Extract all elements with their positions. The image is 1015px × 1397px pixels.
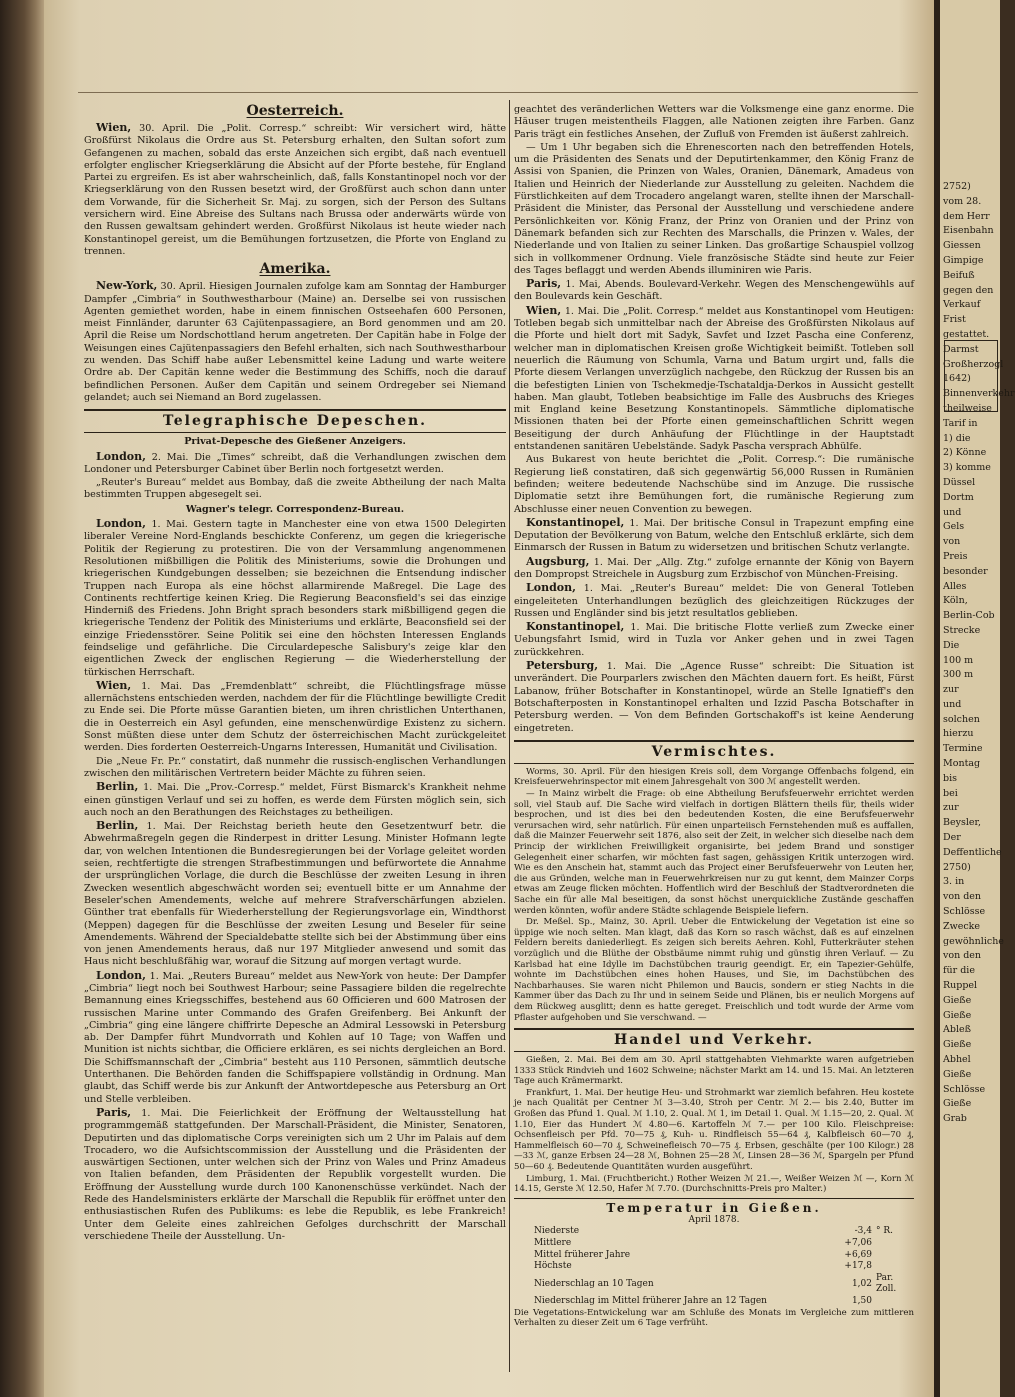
adjacent-page-line: 100 m (943, 654, 974, 666)
dateline: Paris, (526, 277, 562, 291)
temperature-title: Temperatur in Gießen. (606, 1200, 822, 1215)
dateline: London, (96, 968, 146, 982)
dispatch-london-4 (514, 582, 914, 620)
adjacent-page-line: Grab (943, 1113, 967, 1125)
dateline: London, (526, 581, 576, 595)
temperature-row (514, 1296, 914, 1308)
adjacent-page-line: vom 28. (943, 195, 982, 207)
adjacent-page-edge (940, 0, 1015, 1397)
article-new-york (84, 280, 506, 404)
temperature-subtitle: April 1878. (688, 1215, 740, 1226)
adjacent-page-line: und (943, 506, 962, 518)
temperature-unit (874, 1296, 914, 1308)
item-limburg-frucht: Limburg, 1. Mai. (Fruchtbericht.) Rother Weizen ℳ 21.—, Weißer Weizen ℳ —, Korn ℳ 14.15, Gerste ℳ 12.50, Hafer ℳ 7.70. (Durchschnitts-Preis pro Malter.) (514, 1173, 914, 1195)
dispatch-text: 1. Mai. Der britische Consul in Trapezunt empfing eine Deputation der Bevölkerung von Batum, welche den Entschluß erklärte, sich dem Einmarsch der Russen in Batum zu widersetzen und britischen Schutz verlangte. (514, 517, 914, 554)
article-text: 30. April. Hiesigen Journalen zufolge kam am Sonntag der Hamburger Dampfer „Cimbria“ in Southwestharbour (Maine) an. Derselbe sei von russischen Agenten gemiethet worden, habe in einem finnischen Ostseehafen 600 Personen, meist Finnländer, darunter 63 Cajütenpassagiere, an Bord genommen und am 20. April die Reise um Nordschottland herum angetreten. Der Capitän habe in Folge der Weisungen eines Cajütenpassagiers den Befehl erhalten, sich nach Southwestharbour zu wenden. Das Schiff habe außer Lebensmittel keine Ladung und warte weitere Ordre ab. Der Capitän kenne weder die Bestimmung des Schiffs, noch die darauf befindlichen Personen. Außer dem Capitän und seinem Ordregeber sei Niemand gelandet; auch sei Niemand an Bord zugelassen. (84, 281, 506, 403)
adjacent-page-line: besonder (943, 565, 988, 577)
dispatch-petersburg (514, 660, 914, 735)
adjacent-page-line: und (943, 698, 962, 710)
dispatch-text: 1. Mai. Der „Allg. Ztg.“ zufolge ernannte der König von Bayern den Dompropst Streichele in Augsburg zum Erzbischof von München-Freising. (514, 556, 914, 580)
adjacent-page-line: 1642) (943, 373, 971, 385)
dispatch-text: 1. Mai. Die „Agence Russe“ schreibt: Die Situation ist unverändert. Die Pourparlers zwischen den Mächten dauern fort. Es heißt, Fürst Labanow, früher Botschafter in Konstantinopel, würde an Stelle Ignatieff's den Botschafterposten in Konstantinopel erhalten und Izzid Pascha Botschafter in Petersburg werden. — Von dem Befinden Gortschakoff's ist keine Aenderung eingetreten. (514, 661, 914, 734)
item-mainz-vegetation: Dr. Meßel. Sp., Mainz, 30. April. Ueber die Entwickelung der Vegetation ist eine so üppige wie noch selten. Man klagt, daß das Korn so rasch wächst, daß es auf einzelnen Feldern bereits daniederliegt. Es zeigen sich bereits Aehren. Kohl, Futterkräuter stehen vorzüglich und die Blüthe der Obstbäume nimmt ruhig und günstig ihren Verlauf. — Zu Karlsbad hat eine Idylle im Dachstübchen traurig geendigt. Er, ein Tapezier-Gehülfe, wohnte im Dachstübchen eines hohen Hauses, und Sie, im Dachstübchen des Nachbarhauses. Sie waren nicht Philemon und Baucis, sondern er stieg Nachts in die Kammer über das Dach zu Ihr und in seinem Seide und Plänen, bis er neulich Morgens auf dem Rückweg ausglitt; denn es hatte gereget. Freischlich und todt wurde der Arme vom Pflaster aufgehoben und Sie verschwand. — (514, 917, 914, 1023)
temperature-row (514, 1273, 914, 1296)
adjacent-page-line: theilweise (943, 402, 992, 414)
adjacent-page-line: Gimpige (943, 254, 984, 266)
subheading-privat-depesche: Privat-Depesche des Gießener Anzeigers. (184, 436, 406, 448)
article-text: 30. April. Die „Polit. Corresp.“ schreibt: Wir versichert wird, hätte Großfürst Nikolaus die Ordre aus St. Petersburg erhalten, den Sultan sofort zum Gefangenen zu machen, sobald das erste Anzeichen sich ergibt, daß nach eventuell erfolgter englischer Kriegserklärung die Absicht auf der Pforte bestehe, für England Partei zu ergreifen. Es ist aber wahrscheinlich, daß, falls Konstantinopel noch vor der Kriegserklärung von den Russen besetzt wird, der Großfürst auch schon dann unter dem Vorwande, für die Sicherheit Sr. Maj. zu sorgen, sich der Person des Sultans versichern wird. Eine Abreise des Sultans nach Brussa oder anderwärts würde von den Russen gewaltsam gehindert werden. Großfürst Nikolaus ist heute wieder nach Konstantinopel gereist, um die Bemühungen fortzusetzen, die Pforte von England zu trennen. (84, 123, 506, 257)
temperature-value: 1,02 (851, 1278, 872, 1289)
dispatch-text: 1. Mai. „Reuters Bureau“ meldet aus New-York von heute: Der Dampfer „Cimbria“ liegt noch bei Southwest Harbour; seine Passagiere bilden die regelrechte Bemannung eines Kriegsschiffes, bestehend aus 60 Officieren und 600 Matrosen der russischen Marine unter Commando des Grafen Greifenberg. Bei Ankunft der „Cimbria“ ging eine längere chiffrirte Depesche an Admiral Lessowski in Petersburg ab. Der Dampfer führt Mundvorrath und Kohlen auf 10 Tage; von Waffen und Munition ist nichts sichtbar, die Officiere erklären, es sei nichts dergleichen an Bord. Die Schiffsmannschaft der „Cimbria“ besteht aus 110 Personen, sämmtlich deutsche Unterthanen. Die Behörden fanden die Schiffspapiere vollständig in Ordnung. Man glaubt, das Schiff werde bis zur Ankunft der Antwortdepesche aus Petersburg an Ort und Stelle verbleiben. (84, 970, 506, 1105)
dateline: Wien, (96, 678, 132, 692)
adjacent-page-line: zur (943, 684, 959, 696)
section-title-oesterreich: Oesterreich. (246, 103, 344, 119)
adjacent-page-line: von den (943, 950, 982, 962)
dispatch-wien (84, 680, 506, 755)
section-title-handel: Handel und Verkehr. (514, 1028, 914, 1052)
dateline: Konstantinopel, (526, 620, 625, 634)
adjacent-page-line: Ruppel (943, 980, 978, 992)
adjacent-page-line: Binnenverkehr (943, 388, 1015, 400)
dateline: Augsburg, (526, 554, 590, 568)
adjacent-page-line: 1) die (943, 432, 971, 444)
temperature-label: Niederste (534, 1226, 580, 1237)
adjacent-page-line: Preis (943, 550, 968, 562)
adjacent-page-line: Düssel (943, 476, 976, 488)
adjacent-page-line: von den (943, 891, 982, 903)
adjacent-page-line: bis (943, 772, 957, 784)
handel-body (514, 1055, 914, 1195)
adjacent-page-line: Die (943, 639, 960, 651)
adjacent-page-line: 3. in (943, 876, 965, 888)
dispatch-paris-evening (514, 278, 914, 304)
dispatch-text: 1. Mai. „Reuter's Bureau“ meldet: Die von General Totleben eingeleiteten Unterhandlungen bezüglich des gleichzeitigen Rückzuges der Russen und Engländer sind bis jetzt resultatlos geblieben. (514, 583, 914, 619)
adjacent-page-line: 2) Könne (943, 447, 987, 459)
temperature-value: 1,50 (851, 1295, 872, 1306)
section-title-vermischtes: Vermischtes. (514, 740, 914, 764)
adjacent-page-line: Gieße (943, 1068, 972, 1080)
adjacent-page-line: zur (943, 802, 959, 814)
right-column (514, 104, 914, 1372)
adjacent-page-line: 2752) (943, 181, 971, 192)
temperature-value: +6,69 (844, 1249, 872, 1260)
adjacent-page-line: Darmst (943, 343, 979, 355)
adjacent-page-line: Frist (943, 314, 966, 326)
temperature-label: Höchste (534, 1261, 572, 1272)
temperature-unit (874, 1238, 914, 1250)
temperature-value: -3,4 (854, 1226, 872, 1237)
dateline: London, (96, 517, 146, 531)
section-title-amerika: Amerika. (259, 261, 331, 278)
adjacent-page-line: gewöhnliche (943, 935, 1004, 947)
temperature-label: Mittel früherer Jahre (534, 1249, 631, 1260)
adjacent-page-line: Gieße (943, 994, 972, 1006)
top-rule (78, 92, 918, 93)
temperature-value: +17,8 (844, 1261, 872, 1272)
dispatch-london-2 (84, 518, 506, 679)
dispatch-text: 1. Mai, Abends. Boulevard-Verkehr. Wegen des Menschengewühls auf den Boulevards kein Geschäft. (514, 279, 914, 303)
dispatch-text: 1. Mai. Die „Polit. Corresp.“ meldet aus Konstantinopel vom Heutigen: Totleben begab sich unmittelbar nach der Abreise des Großfürsten Nikolaus auf die Pforte und hielt dort mit Sadyk, Savfet und Izzet Pascha eine Conferenz, welcher man in diplomatischen Kreisen große Wichtigkeit beimißt. Totleben soll neuerlich die Räumung von Schumla, Varna und Batum urgirt und, falls die Pforte diesem Verlangen unverzüglich nachgebe, den Rückzug der Russen bis an die befestigten Linien von Tschekmedje-Tschataldja-Derkos in Aussicht gestellt haben. Man glaubt, Totleben beabsichtige im Falle des Ausbruchs des Krieges mit England keine Besetzung Konstantinopels. Sämmtliche diplomatische Missionen thaten bei der Pforte einen gemeinschaftlichen Schritt wegen Beseitigung der durch Anhäufung der Flüchtlinge in der Hauptstadt entstandenen sanitären Uebelstände. Sadyk Pascha versprach Abhülfe. (514, 305, 914, 453)
adjacent-page-line: dem Herr (943, 210, 990, 222)
book-spine (0, 0, 44, 1397)
dispatch-london-1 (84, 451, 506, 477)
adjacent-page-line: Köln, (943, 595, 968, 607)
dateline: Wien, (526, 303, 562, 317)
adjacent-page-line: Gieße (943, 1039, 972, 1051)
temperature-row (514, 1238, 914, 1250)
adjacent-page-line: Gieße (943, 1009, 972, 1021)
adjacent-page-line: Abhel (943, 1054, 971, 1066)
temperature-label: Mittlere (534, 1238, 572, 1248)
dispatch-berlin-1 (84, 781, 506, 819)
adjacent-page-line: Tarif in (943, 417, 978, 429)
left-column (84, 100, 506, 1370)
dispatch-wien-b: Die „Neue Fr. Pr.“ constatirt, daß nunmehr die russisch-englischen Verhandlungen zwischen den militärischen Vertretern beider Mächte zu führen seien. (84, 755, 506, 779)
divider (514, 1198, 914, 1199)
dispatch-text: 1. Mai. Die britische Flotte verließ zum Zwecke einer Uebungsfahrt Ismid, wird in Tuzla vor Anker gehen und in zwei Tagen zurückkehren. (514, 622, 914, 658)
temperature-table (514, 1226, 914, 1307)
dispatch-berlin-2 (84, 820, 506, 969)
adjacent-page-illustration (944, 340, 998, 412)
adjacent-page-line: solchen (943, 713, 980, 725)
dispatch-text: 1. Mai. Der Reichstag berieth heute den Gesetzentwurf betr. die Abwehrmaßregeln gegen die Rinderpest in dritter Lesung. Minister Hofmann legte dar, von welchen Intentionen die Bundesregierungen bei der Vorlage geleitet worden seien, rechtfertigte die strengen Strafbestimmungen und befürwortete die Annahme der ursprünglichen Vorlage, die durch die Beschlüsse der zweiten Lesung in ihren Zwecken wesentlich abgeschwächt worden sei; eventuell bitte er um Annahme der Beseler'schen Amendements, welche auf mehrere Strafverschärfungen abzielen. Günther trat ebenfalls für Wiederherstellung der Regierungsvorlage ein, Windthorst (Meppen) dagegen für die Beschlüsse der zweiten Lesung und Beseler für seine Amendements. Während der Specialdebatte stellte sich bei der Abstimmung über eins von jenen Amendements heraus, daß nur 197 Mitglieder anwesend und somit das Haus nicht beschlußfähig war, worauf die Sitzung auf morgen vertagt wurde. (84, 821, 506, 968)
dateline: New-York, (96, 279, 158, 293)
vermischtes-body (514, 767, 914, 1023)
adjacent-page-line: für die (943, 965, 975, 977)
temperature-unit: ° R. (876, 1226, 893, 1237)
item-giessen-markt: Gießen, 2. Mai. Bei dem am 30. April stattgehabten Viehmarkte waren aufgetrieben 1333 Stück Rindvieh und 1602 Schweine; nächster Markt am 14. und 15. Mai. An letzteren Tage auch Krämermarkt. (514, 1055, 914, 1087)
adjacent-page-line: Beifuß (943, 269, 975, 281)
dispatch-konstantinopel-2 (514, 621, 914, 659)
adjacent-page-line: Montag (943, 758, 981, 770)
newspaper-page (44, 0, 934, 1397)
column-rule (509, 100, 510, 1372)
adjacent-page-line: gegen den (943, 284, 994, 296)
item-worms: Worms, 30. April. Für den hiesigen Kreis soll, dem Vorgange Offenbachs folgend, ein Kreisfeuerwehrinspector mit einem Jahresgehalt von 300 ℳ angestellt werden. (514, 766, 914, 788)
temperature-label: Niederschlag im Mittel früherer Jahre an 12 Tagen (534, 1295, 767, 1306)
adjacent-page-line: Schlösse (943, 1083, 986, 1095)
temperature-row (514, 1261, 914, 1273)
dateline: London, (96, 449, 146, 463)
adjacent-page-line: Verkauf (943, 299, 981, 311)
adjacent-page-line: Gieße (943, 1098, 972, 1110)
dispatch-paris (84, 1107, 506, 1243)
adjacent-page-line: Schlösse (943, 906, 986, 918)
dispatch-paris-escorts: — Um 1 Uhr begaben sich die Ehrenescorten nach den betreffenden Hotels, um die Präsidenten des Senats und der Deputirtenkammer, den König Franz de Assisi von Spanien, die Prinzen von Wales, Oranien, Dänemark, Amadeus von Italien und Heinrich der Niederlande zur Ausstellung zu geleiten. Nachdem die Fürstlichkeiten auf dem Trocadero angelangt waren, stellte ihnen der Marschall-Präsident die Minister, das Personal der Ausstellung und verschiedene andere Persönlichkeiten vor. König Franz, der Prinz von Oranien und der Prinz von Dänemark befanden sich zur Rechten des Marschalls, die Prinzen v. Wales, der Niederlande und von Italien zu seiner Linken. Das großartige Schauspiel vollzog sich in vollkommener Ordnung. Viele französische Städte sind heute zur Feier des Tages beflaggt und werden Abends illuminiren wie Paris. (514, 141, 914, 276)
subheading-wagner-bureau: Wagner's telegr. Correspondenz-Bureau. (185, 503, 405, 515)
adjacent-page-line: Ableß (943, 1024, 971, 1036)
dispatch-london-1b: „Reuter's Bureau“ meldet aus Bombay, daß die zweite Abtheilung der nach Malta bestimmten Truppen abgesegelt sei. (84, 477, 506, 501)
item-mainz-feuerwehr: — In Mainz wirbelt die Frage: ob eine Abtheilung Berufsfeuerwehr errichtet werden soll, viel Staub auf. Die Sache wird vielfach in dortigen Blättern theils für, theils wider besprochen, und ist dies bei den bedeutenden Kosten, die eine Berufsfeuerwehr verursachen wird, sehr natürlich. Für einen unparteiisch Fernstehenden muß es auffallen, daß die Mainzer Feuerwehr seit 1876, also seit der Zeit, in welcher sich dieselbe nach dem Princip der wirklichen Freiwilligkeit organisirte, bei jedem Brand und sonstiger Gelegenheit einer scharfen, wir möchten fast sagen, gehässigen Kritik unterzogen wird. Wie es den Anschein hat, stammt auch das Project einer Berufsfeuerwehr von Leuten her, die aus Gründen, welche man in Feuerwehrkreisen nur zu gut kennt, dem Mainzer Corps etwas am Zeuge flicken möchten. Hoffentlich wird der Beschluß der Stadtverordneten die Sache ein für alle Mal beseitigen, da sonst höchst unerquickliche Zustände geschaffen werden könnten, wofür andere Städte schlagende Beispiele liefern. (514, 789, 914, 916)
dispatch-text: 2. Mai. Die „Times“ schreibt, daß die Verhandlungen zwischen dem Londoner und Petersburger Cabinet über Berlin noch fortgesetzt werden. (84, 451, 506, 475)
adjacent-page-line: Beysler, (943, 817, 982, 829)
section-title-telegraphisch: Telegraphische Depeschen. (84, 409, 506, 433)
adjacent-page-line: Großherzogl (943, 358, 1004, 370)
adjacent-page-line: gestattet. (943, 328, 990, 340)
adjacent-page-line: Eisenbahn (943, 225, 994, 237)
adjacent-page-line: Berlin-Cob (943, 610, 995, 622)
dateline: Berlin, (96, 780, 139, 794)
dispatch-text: 1. Mai. Die Feierlichkeit der Eröffnung der Weltausstellung hat programmgemäß stattgefunden. Der Marschall-Präsident, die Minister, Senatoren, Deputirten und das diplomatische Corps vereinigten sich um 2 Uhr im Palais auf dem Trocadero, wo die Aufsichtscommission der Ausstellung und die Präsidenten der auswärtigen Sectionen, unter welchen sich der Prinz von Wales und Prinz Amadeus von Italien befanden, dem Präsidenten der Republik vorgestellt wurden. Die Eröffnung der Ausstellung wurde durch 100 Kanonenschüsse verkündet. Nach der Rede des Handelsministers erklärte der Marschall die Republik für eröffnet unter den enthusiastischen Rufen des Publikums: es lebe die Republik, es lebe Frankreich! Unter dem Geleite eines zahlreichen Gefolges durchschritt der Marschall verschiedene Theile der Ausstellung. Un- (84, 1107, 506, 1242)
temperature-footer: Die Vegetations-Entwickelung war am Schluße des Monats im Vergleiche zum mittleren Verhalten zu dieser Zeit um 6 Tage verfrüht. (514, 1307, 914, 1329)
adjacent-page-line: hierzu (943, 728, 974, 740)
adjacent-page-line: von (943, 536, 961, 548)
adjacent-page-line: bei (943, 787, 958, 799)
temperature-unit (874, 1261, 914, 1273)
dispatch-text: 1. Mai. Das „Fremdenblatt“ schreibt, die Flüchtlingsfrage müsse allernächstens entschieden werden, nachdem der für die Flüchtlinge bewilligte Credit zu Ende sei. Die Pforte müsse Garantien bieten, um ihren christlichen Unterthanen, die in Oesterreich ein Asyl gefunden, eine menschenwürdige Existenz zu sichern. Sonst müßten diese unter dem Schutz der österreichischen Macht zurückgeleitet werden. Dies forderten Oesterreich-Ungarns Interessen, Humanität und Civilisation. (84, 680, 506, 754)
dispatch-text: 1. Mai. Die „Prov.-Corresp.“ meldet, Fürst Bismarck's Krankheit nehme einen günstigen Verlauf und sei zu hoffen, es werde dem Fürsten möglich sein, sich auch noch an den Berathungen des Reichstages zu betheiligen. (84, 782, 506, 818)
dispatch-london-3 (84, 970, 506, 1106)
dateline: Petersburg, (526, 659, 599, 673)
dateline: Paris, (96, 1105, 132, 1119)
adjacent-page-line: 300 m (943, 669, 974, 681)
dispatch-augsburg (514, 556, 914, 582)
dispatch-konstantinopel-1 (514, 517, 914, 555)
temperature-unit: Par. Zoll. (876, 1272, 897, 1295)
dispatch-bukarest: Aus Bukarest von heute berichtet die „Polit. Corresp.“: Die rumänische Regierung ließ constatiren, daß sich gegenwärtig 56,000 Russen in Rumänien befinden; weitere bedeutende Nachschübe sind im Anzuge. Die russische Diplomatie setzt ihre Bemühungen fort, die rumänische Regierung zum Abschlusse einer neuen Convention zu bewegen. (514, 454, 914, 515)
adjacent-page-line: Strecke (943, 624, 981, 636)
temperature-row (514, 1250, 914, 1262)
temperature-value: +7,06 (844, 1238, 872, 1248)
adjacent-page-line: Gels (943, 521, 965, 533)
article-wien (84, 122, 506, 258)
adjacent-page-line: 3) komme (943, 462, 991, 474)
dateline: Wien, (96, 121, 132, 134)
adjacent-page-line: 2750) (943, 861, 971, 873)
dateline: Konstantinopel, (526, 515, 625, 529)
adjacent-page-line: Alles (943, 580, 967, 592)
adjacent-page-line: Zwecke (943, 920, 981, 932)
temperature-row (514, 1226, 914, 1238)
adjacent-page-line: Giessen (943, 240, 981, 252)
dateline: Berlin, (96, 819, 139, 833)
adjacent-page-line: Termine (943, 743, 983, 755)
item-frankfurt-markt: Frankfurt, 1. Mai. Der heutige Heu- und Strohmarkt war ziemlich befahren. Heu kostete je nach Qualität per Centner ℳ 3—3.40, Stroh per Centr. ℳ 2.— bis 2.40, Butter im Großen das Pfund 1. Qual. ℳ 1.10, 2. Qual. ℳ 1, im Detail 1. Qual. ℳ 1.15—20, 2. Qual. ℳ 1.10, Eier das Hundert ℳ 4.80—6. Kartoffeln ℳ 7.— per 100 Kilo. Fleischpreise: Ochsenfleisch per Pfd. 70—75 ₰, Kuh- u. Rindfleisch 55—64 ₰, Kalbfleisch 60—70 ₰, Hammelfleisch 60—70 ₰, Schweinefleisch 70—75 ₰. Erbsen, geschälte (per 100 Kilogr.) 28—33 ℳ, ganze Erbsen 24—28 ℳ, Bohnen 25—28 ℳ, Linsen 28—36 ℳ, Spargeln per Pfund 50—60 ₰. Bedeutende Quantitäten wurden ausgeführt. (514, 1087, 914, 1173)
adjacent-page-line: Der (943, 832, 961, 844)
dispatch-wien-2 (514, 305, 914, 454)
adjacent-page-text (940, 180, 1015, 1127)
dispatch-text: 1. Mai. Gestern tagte in Manchester eine von etwa 1500 Delegirten liberaler Vereine Nord-Englands beschickte Conferenz, um gegen die kriegerische Politik der Regierung zu protestiren. Die von der Versammlung angenommenen Resolutionen mißbilligen die Politik des Ministeriums, sowie die Drohungen und kriegerischen Kundgebungen desselben; sie bezeichnen die Entsendung indischer Truppen nach Europa als eine höchst allarmirende Maßregel. Die Lage des Continents rechtfertige keinen Krieg. Die Regierung Beaconsfield's sei das einzige Hinderniß des Friedens. John Bright sprach besonders stark mißbilligend gegen die kriegerische Tendenz der Politik des Ministeriums und erklärte, Beaconsfield sei der einzige Friedensstörer. Seine Politik sei eine den höchsten Interessen Englands feindselige und gefährliche. Die Circulardepesche Salisbury's zeige klar den eigentlichen Zweck der englischen Regierung — die Wiederherstellung der türkischen Herrschaft. (84, 519, 506, 678)
temperature-label: Niederschlag an 10 Tagen (534, 1278, 654, 1289)
adjacent-page-line: Dortm (943, 491, 974, 503)
dispatch-paris-cont: geachtet des veränderlichen Wetters war die Volksmenge eine ganz enorme. Die Häuser trugen meistentheils Flaggen, alle Nationen zeigten ihre Farben. Ganz Paris trägt ein festliches Ansehen, der Zufluß von Fremden ist äußerst zahlreich. (514, 104, 914, 140)
adjacent-page-line: Deffentliche (943, 846, 1002, 858)
temperature-unit (874, 1250, 914, 1262)
